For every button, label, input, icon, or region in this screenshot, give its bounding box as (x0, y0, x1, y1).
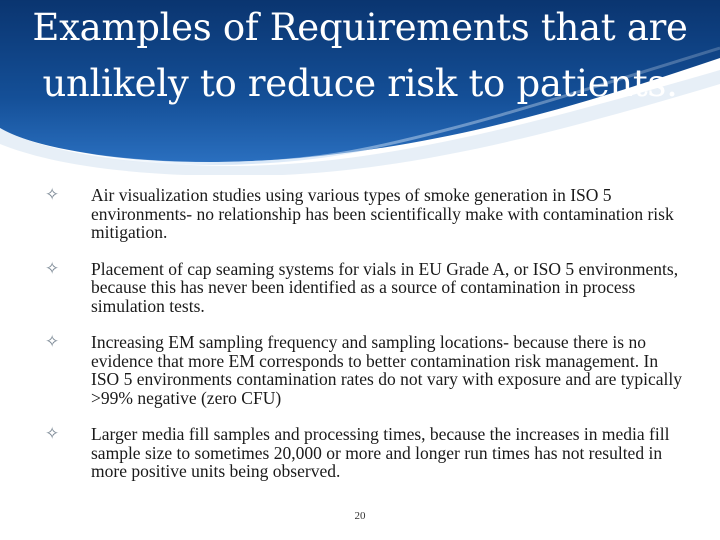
bullet-item (45, 333, 685, 407)
bullet-text: Air visualization studies using various types of smoke generation in ISO 5 environments- no relationship has been scientifically make with contamination risk mitigation. (91, 185, 674, 242)
bullet-text: Placement of cap seaming systems for vials in EU Grade A, or ISO 5 environments, because this has never been identified as a source of contamination in process simulation tests. (91, 258, 679, 316)
four-pointed-star-outline-icon: ✧ (45, 332, 60, 352)
bullet-item (45, 425, 685, 481)
slide-title: Examples of Requirements that are unlikely to reduce risk to patients. (32, 6, 688, 105)
bullet-item (45, 260, 685, 316)
four-pointed-star-outline-icon: ✧ (45, 185, 60, 205)
page-number: 20 (354, 510, 366, 522)
four-pointed-star-outline-icon: ✧ (45, 258, 60, 279)
bullet-item (45, 186, 685, 242)
bullet-text: Increasing EM sampling frequency and sampling locations- because there is no evidence that more EM corresponds to better contamination risk management. In ISO 5 environments contamination rates do not vary with exposure and are typically >99% negative (zero CFU) (91, 332, 682, 408)
bullet-list (45, 186, 685, 499)
bullet-text: Larger media fill samples and processing times, because the increases in media fill sample size to sometimes 20,000 or more and longer run times has not resulted in more positive units being observed. (91, 424, 670, 481)
four-pointed-star-outline-icon: ✧ (45, 424, 60, 444)
